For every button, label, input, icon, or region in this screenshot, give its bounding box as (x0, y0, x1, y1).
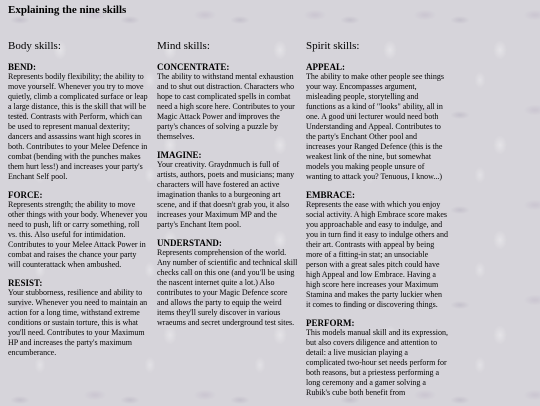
skill-description: This models manual skill and its expression, but also covers diligence and attention to detail: a live musician playing a complicated two-hour set needs perform for both reasons, but a priestess performing a long ceremony and a gamer solving a Rubik's cube both benefit from (306, 328, 448, 397)
skill-description: The ability to withstand mental exhaustion and to shut out distraction. Characters who hope to cast complicated spells in combat need a high score here. Contributes to your Magic Attack Power and improves the party's chances of solving a puzzle by themselves. (157, 72, 295, 141)
skill-name: EMBRACE: (306, 190, 355, 200)
skill-resist (8, 278, 150, 358)
skill-description: Your creativity. Graydnmuch is full of artists, authors, poets and musicians; many characters will have fostered an active imagination thanks to a burgeoning art scene, and if that doesn't grab you, it also increases your Maximum MP and the party's Enchant Item pool. (157, 160, 295, 229)
skill-name: CONCENTRATE: (157, 62, 230, 72)
skill-name: FORCE: (8, 190, 43, 200)
skill-name: APPEAL: (306, 62, 345, 72)
column-mind-skills (157, 40, 299, 336)
column-heading: Body skills: (8, 40, 61, 52)
column-spirit-skills (306, 40, 448, 406)
skill-embrace (306, 190, 448, 310)
skill-name: BEND: (8, 62, 37, 72)
skill-imagine (157, 150, 299, 230)
skill-description: Represents bodily flexibility; the ability to move yourself. Whenever you try to move quietly, climb a complicated surface or leap a large distance, this is the skill that will be tested. Contrasts with Perform, which can be used to represent manual dexterity; dancers and assassins want high scores in both. Contributes to your Melee Defence in combat (bending with the punches makes them hurt less!) and increases your party's Enchant Self pool. (8, 72, 148, 181)
skill-perform (306, 318, 448, 398)
column-heading: Mind skills: (157, 40, 210, 52)
skill-concentrate (157, 62, 299, 142)
skill-description: Represents the ease with which you enjoy social activity. A high Embrace score makes you approachable and easy to indulge, and you in turn find it easy to indulge others and their art. Contrasts with appeal by being more of a fitting-in stat; an unsociable person with a great sales pitch could have high Appeal and low Embrace. Having a high score here increases your Maximum Stamina and makes the party luckier when it comes to finding or discovering things. (306, 200, 448, 309)
skill-appeal (306, 62, 448, 182)
skill-description: The ability to make other people see things your way. Encompasses argument, misleading people, storytelling and functions as a kind of "looks" ability, all in one. A good uni lecturer would need both Understanding and Appeal. Contributes to the party's Enchant Other pool and increases your Ranged Defence (this is the weakest link of the nine, but somewhat models you making people unsure of wanting to attack you? Tenuous, I know...) (306, 72, 444, 181)
skill-description: Represents strength; the ability to move other things with your body. Whenever you need to push, lift or carry something, roll vs. this. Also useful for intimidation. Contributes to your Melee Attack Power in combat and raises the chance your party will counterattack when ambushed. (8, 200, 148, 269)
page-title: Explaining the nine skills (8, 4, 127, 16)
skill-force (8, 190, 150, 270)
column-heading: Spirit skills: (306, 40, 360, 52)
skill-name: UNDERSTAND: (157, 238, 222, 248)
column-body-skills (8, 40, 150, 366)
skill-name: RESIST: (8, 278, 43, 288)
skill-description: Your stubborness, resilience and ability to survive. Whenever you need to maintain an action for a long time, withstand extreme conditions or sustain torture, this is what you'll need. Contributes to your Maximum HP and increases the party's maximum encumberance. (8, 288, 148, 357)
skill-understand (157, 238, 299, 328)
skill-name: PERFORM: (306, 318, 355, 328)
skill-bend (8, 62, 150, 182)
skill-description: Represents comprehension of the world. Any number of scientific and technical skill checks call on this one (and you'll be using the nascent internet quite a lot.) Also contributes to your Magic Defence score and allows the party to equip the weird items they'll surely discover in various wraeums and secret underground test sites. (157, 248, 298, 327)
skill-name: IMAGINE: (157, 150, 202, 160)
